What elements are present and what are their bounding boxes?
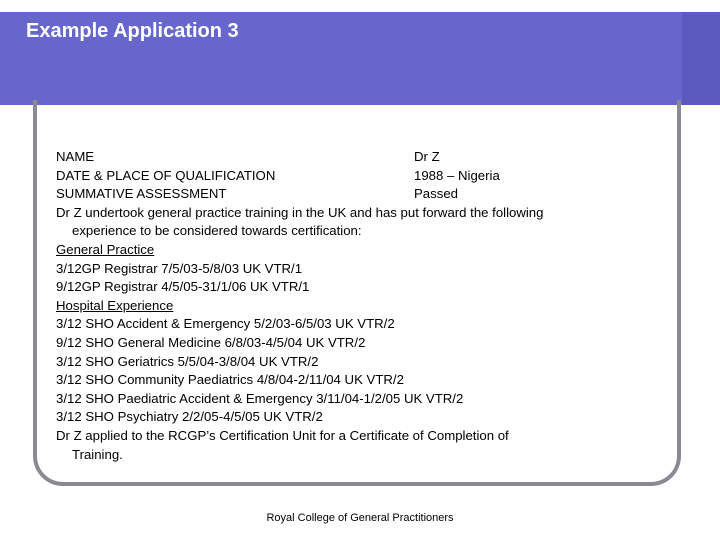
- header-band-shade: [682, 12, 720, 105]
- field-label: SUMMATIVE ASSESSMENT: [56, 186, 227, 202]
- list-item: 3/12 SHO Paediatric Accident & Emergency 3/11/04-1/2/05 UK VTR/2: [56, 390, 464, 406]
- conclusion-line-1: Dr Z applied to the RCGP’s Certification Unit for a Certificate of Completion of: [56, 427, 509, 443]
- intro-line-1: Dr Z undertook general practice training in the UK and has put forward the following: [56, 204, 544, 220]
- list-item: 3/12 SHO Psychiatry 2/2/05-4/5/05 UK VTR/2: [56, 409, 323, 425]
- hospital-experience-heading: Hospital Experience: [56, 297, 174, 313]
- field-label: DATE & PLACE OF QUALIFICATION: [56, 167, 276, 183]
- field-value: 1988 – Nigeria: [414, 167, 500, 183]
- slide-body: [56, 148, 656, 464]
- field-value: Dr Z: [414, 149, 440, 164]
- field-name: [56, 148, 656, 167]
- field-label: NAME: [56, 149, 95, 164]
- field-summative-assessment: [56, 185, 656, 204]
- field-value: Passed: [414, 186, 458, 202]
- list-item: 3/12 SHO Accident & Emergency 5/2/03-6/5/03 UK VTR/2: [56, 316, 395, 332]
- list-item: 3/12 SHO Geriatrics 5/5/04-3/8/04 UK VTR/2: [56, 353, 319, 369]
- conclusion-line-2: Training.: [72, 446, 123, 462]
- intro-line-2: experience to be considered towards certification:: [72, 223, 362, 239]
- list-item: 9/12GP Registrar 4/5/05-31/1/06 UK VTR/1: [56, 279, 310, 295]
- list-item: 3/12 SHO Community Paediatrics 4/8/04-2/11/04 UK VTR/2: [56, 372, 404, 388]
- footer-text: Royal College of General Practitioners: [266, 512, 454, 524]
- slide-title: Example Application 3: [26, 20, 239, 42]
- general-practice-heading: General Practice: [56, 241, 155, 257]
- field-qualification: [56, 167, 656, 186]
- list-item: 3/12GP Registrar 7/5/03-5/8/03 UK VTR/1: [56, 260, 303, 276]
- list-item: 9/12 SHO General Medicine 6/8/03-4/5/04 UK VTR/2: [56, 334, 366, 350]
